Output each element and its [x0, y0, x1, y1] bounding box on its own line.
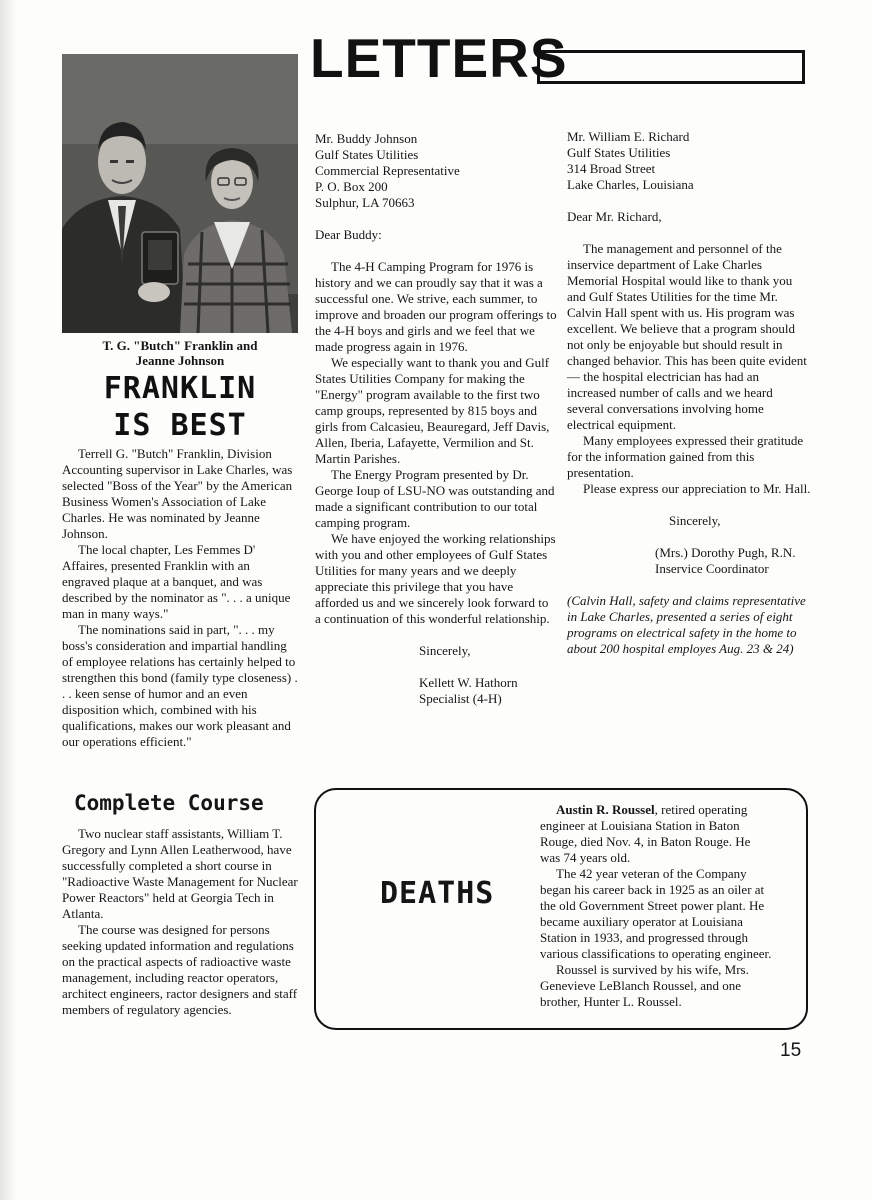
letter2-address-line-3: 314 Broad Street	[567, 161, 656, 176]
franklin-johnson-photo	[62, 54, 298, 333]
letter2-address-line-2: Gulf States Utilities	[567, 145, 671, 160]
deaths-article	[540, 802, 772, 1010]
letter1-address-line-2: Gulf States Utilities	[315, 147, 419, 162]
letter2-signature-title: Inservice Coordinator	[655, 561, 769, 576]
title-frame-bar	[537, 50, 805, 84]
letter2-editor-note: (Calvin Hall, safety and claims representative in Lake Charles, presented a series of eight programs on electrical safety in the home to about 200 hospital employes Aug. 23 & 24)	[567, 593, 806, 656]
letter1-signature-title: Specialist (4-H)	[419, 691, 502, 706]
franklin-article	[62, 446, 298, 750]
letter2-address-line-1: Mr. William E. Richard	[567, 129, 690, 144]
caption-line-1: T. G. "Butch" Franklin and	[102, 338, 258, 353]
letter1-address-line-3: Commercial Representative	[315, 163, 460, 178]
letter2-signature-name: (Mrs.) Dorothy Pugh, R.N.	[655, 545, 796, 560]
franklin-para-1: Terrell G. "Butch" Franklin, Division Accounting supervisor in Lake Charles, was selected "Boss of the Year" by the American Business Women's Association of Lake Charles. He was nominated by Jeanne Johnson.	[62, 446, 293, 541]
deaths-para-1	[540, 802, 772, 866]
course-article	[62, 826, 298, 1018]
letter1-para-2: We especially want to thank you and Gulf States Utilities Company for making the "Energy" program available to the first two camp groups, represented by 815 boys and girls from Calcasieu, Beauregard, Jeff Davis, Allen, Iberia, Lafayette, Vermilion and St. Martin Parishes.	[315, 355, 550, 466]
deaths-heading: DEATHS	[380, 876, 495, 911]
letter1-para-3: The Energy Program presented by Dr. George Ioup of LSU-NO was outstanding and made a significant contribution to our total camping program.	[315, 467, 555, 530]
letter2-address-line-4: Lake Charles, Louisiana	[567, 177, 694, 192]
letter-4h-camping	[315, 131, 557, 707]
deaths-para-2: The 42 year veteran of the Company began his career back in 1925 as an oiler at the old Government Street power plant. He became auxiliary operator at Louisiana Station in 1933, and progressed through various classifications to operating engineer.	[540, 866, 772, 961]
page-edge-shadow	[0, 0, 16, 1200]
page-number: 15	[780, 1040, 802, 1061]
caption-line-2: Jeanne Johnson	[135, 353, 225, 368]
letter-hospital	[567, 129, 811, 657]
headline-line-1: FRANKLIN	[103, 371, 257, 406]
letter1-address-line-4: P. O. Box 200	[315, 179, 388, 194]
deaths-para-3: Roussel is survived by his wife, Mrs. Genevieve LeBlanch Roussel, and one brother, Hunter L. Roussel.	[540, 962, 749, 1009]
deaths-para-1-text: , retired operating engineer at Louisiana Station in Baton Rouge, died Nov. 4, in Baton Rouge. He was 74 years old.	[540, 802, 751, 865]
photo-illustration	[62, 54, 298, 333]
letter2-salutation: Dear Mr. Richard,	[567, 209, 662, 224]
deceased-name: Austin R. Roussel	[556, 802, 655, 817]
course-heading: Complete Course	[74, 791, 264, 815]
letter2-para-1: The management and personnel of the inservice department of Lake Charles Memorial Hospital would like to thank you and Gulf States Utilities for the time Mr. Calvin Hall spent with us. His program was excellent. We believe that a program should not only be enjoyable but should result in changed behavior. This has been quite evident — the hospital electrician has had an increased number of calls and we heard several conversations involving home electrical equipment.	[567, 241, 807, 432]
franklin-para-2: The local chapter, Les Femmes D' Affaires, presented Franklin with an engraved plaque at a banquet, and was described by the nominator as ". . . a unique man in many ways."	[62, 542, 291, 621]
letter1-address-line-5: Sulphur, LA 70663	[315, 195, 415, 210]
photo-caption	[62, 338, 298, 368]
course-para-1: Two nuclear staff assistants, William T. Gregory and Lynn Allen Leatherwood, have successfully completed a short course in "Radioactive Waste Management for Nuclear Power Reactors" held at Georgia Tech in Atlanta.	[62, 826, 298, 921]
letter2-closing: Sincerely,	[669, 513, 721, 528]
course-para-2: The course was designed for persons seeking updated information and regulations on the practical aspects of radioactive waste management, including reactor operators, architect engineers, ractor designers and staff members of regulatory agencies.	[62, 922, 298, 1017]
letter1-salutation: Dear Buddy:	[315, 227, 382, 242]
letter1-closing: Sincerely,	[419, 643, 471, 658]
letter1-para-4: We have enjoyed the working relationships with you and other employees of Gulf States Utilities for many years and we deeply appreciate this privilege that you have afforded us and we sincerely look forward to a continuation of this wonderful relationship.	[315, 531, 556, 626]
section-title: LETTERS	[310, 27, 568, 89]
franklin-headline	[62, 370, 298, 444]
letter1-para-1: The 4-H Camping Program for 1976 is history and we can proudly say that it was a successful one. We strive, each summer, to improve and broaden our program offerings to the 4-H boys and girls and we feel that we made progress again in 1976.	[315, 259, 557, 354]
letter2-para-2: Many employees expressed their gratitude for the information gained from this presentation.	[567, 433, 804, 480]
letter1-signature-name: Kellett W. Hathorn	[419, 675, 518, 690]
franklin-para-3: The nominations said in part, ". . . my boss's consideration and impartial handling of employee relations has certainly helped to strengthen this bond (family type closeness) . . . keen sense of humor and an even disposition which, combined with his qualifications, makes our work pleasant and our operations efficient."	[62, 622, 298, 749]
letter2-para-3: Please express our appreciation to Mr. Hall.	[583, 481, 811, 496]
headline-line-2: IS BEST	[113, 408, 247, 443]
letter1-address-line-1: Mr. Buddy Johnson	[315, 131, 418, 146]
